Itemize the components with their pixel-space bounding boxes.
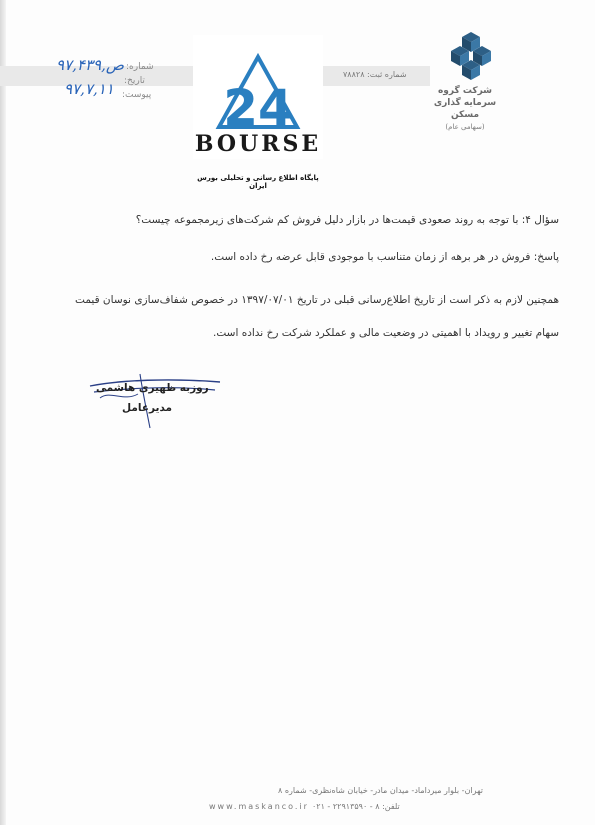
- bourse-watermark: [193, 35, 323, 190]
- logo-digits: 24: [223, 79, 293, 137]
- logo-word: BOURSE: [194, 131, 322, 157]
- handwritten-date: ۹۷,۷,۱۱: [64, 80, 114, 98]
- watermark-caption: پایگاه اطلاع رسانی و تحلیلی بورس ایران: [197, 174, 319, 190]
- company-name: [430, 85, 500, 121]
- footer-phone: تلفن: ۸ - ۲۲۹۱۳۵۹۰ - ۰۲۱: [312, 802, 400, 811]
- signature-ink: [80, 368, 230, 432]
- company-line-3: مسکن: [450, 110, 480, 120]
- bourse-logo-icon: [193, 35, 323, 175]
- note-line-2: سهام تغییر و رویداد با اهمیتی در وضعیت مالی و عملکرد شرکت رخ نداده است.: [213, 327, 559, 339]
- company-type: (سهامی عام): [445, 123, 485, 131]
- company-line-1: شرکت گروه: [437, 86, 493, 96]
- company-logo: [440, 30, 502, 86]
- question-text: سؤال ۴: با توجه به روند صعودی قیمت‌ها در بازار دلیل فروش کم شرکت‌های زیرمجموعه چیست؟: [135, 214, 559, 226]
- signatory-name: روزبه ظهیری هاشمی: [96, 382, 209, 394]
- scan-edge: [0, 0, 6, 825]
- number-label: شماره:: [126, 62, 154, 72]
- date-label: تاریخ:: [124, 76, 145, 86]
- cubes-icon: [440, 30, 502, 82]
- signatory-title: مدیرعامل: [122, 402, 173, 414]
- registration-number: شماره ثبت: ۷۸۸۲۸: [343, 70, 407, 79]
- footer-address: تهران- بلوار میرداماد- میدان مادر- خیابان شاه‌نظری- شماره ۸: [278, 786, 483, 795]
- handwritten-number: ص,۹۷,۴۳۹: [56, 56, 124, 74]
- company-line-2: سرمایه گذاری: [433, 98, 497, 108]
- attachment-label: پیوست:: [122, 90, 152, 100]
- footer-website: www.maskanco.ir: [209, 802, 309, 811]
- answer-text: پاسخ: فروش در هر برهه از زمان متناسب با موجودی قابل عرضه رخ داده است.: [210, 251, 559, 263]
- note-line-1: همچنین لازم به ذکر است از تاریخ اطلاع‌رسانی قبلی در تاریخ ۱۳۹۷/۰۷/۰۱ در خصوص شفاف‌سازی نوسان قیمت: [75, 294, 559, 306]
